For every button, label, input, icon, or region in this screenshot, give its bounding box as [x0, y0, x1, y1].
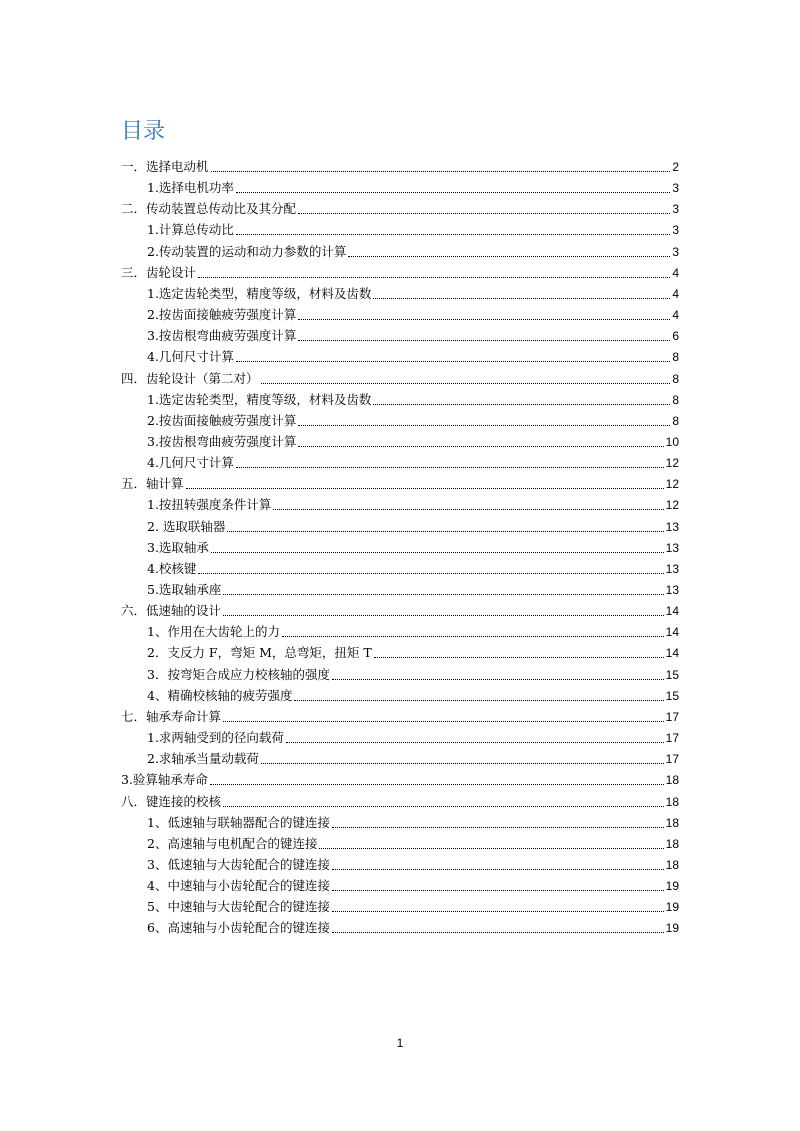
toc-entry-text: 五．轴计算: [121, 476, 184, 492]
toc-dot-leader: [198, 277, 670, 278]
toc-entry[interactable]: [147, 451, 679, 471]
toc-entry[interactable]: [147, 726, 679, 746]
toc-entry-page-number: 15: [665, 688, 679, 703]
toc-entry-page-number: 4: [672, 265, 679, 280]
toc-entry-text: 3．按弯矩合成应力校核轴的强度: [147, 666, 330, 682]
toc-entry-page-number: 12: [665, 477, 679, 492]
toc-entry-page-number: 18: [665, 773, 679, 788]
toc-entry-page-number: 12: [665, 498, 679, 513]
toc-entry-page-number: 8: [672, 350, 679, 365]
toc-entry-page-number: 17: [665, 731, 679, 746]
toc-entry-page-number: 3: [672, 244, 679, 259]
toc-dot-leader: [298, 425, 670, 426]
toc-entry[interactable]: [147, 832, 679, 852]
toc-entry[interactable]: [121, 261, 679, 281]
toc-dot-leader: [332, 932, 664, 933]
toc-dot-leader: [282, 636, 664, 637]
toc-entry[interactable]: [147, 578, 679, 598]
toc-entry-text: 6、高速轴与小齿轮配合的键连接: [147, 920, 330, 936]
toc-dot-leader: [332, 911, 664, 912]
toc-entry-page-number: 8: [672, 392, 679, 407]
toc-entry-text: 5、中速轴与大齿轮配合的键连接: [147, 899, 330, 915]
toc-entry[interactable]: [147, 515, 679, 535]
toc-dot-leader: [286, 742, 664, 743]
toc-dot-leader: [198, 573, 663, 574]
toc-entry[interactable]: [147, 916, 679, 936]
toc-entry[interactable]: [147, 747, 679, 767]
toc-entry[interactable]: [147, 641, 679, 661]
toc-dot-leader: [223, 594, 663, 595]
toc-entry-text: 2.按齿面接触疲劳强度计算: [147, 307, 297, 323]
toc-entry-text: 1.求两轴受到的径向载荷: [147, 730, 284, 746]
toc-entry-text: 1、作用在大齿轮上的力: [147, 624, 280, 640]
toc-dot-leader: [298, 340, 670, 341]
toc-entry[interactable]: [147, 303, 679, 323]
toc-entry-text: 一．选择电动机: [121, 159, 209, 174]
toc-entry-page-number: 19: [665, 900, 679, 915]
toc-entry-text: 4、中速轴与小齿轮配合的键连接: [147, 878, 330, 894]
toc-entry-page-number: 13: [665, 519, 679, 534]
toc-dot-leader: [332, 679, 664, 680]
toc-dot-leader: [273, 509, 663, 510]
toc-entry[interactable]: [147, 895, 679, 915]
toc-entry-page-number: 8: [672, 413, 679, 428]
toc-entry-page-number: 14: [665, 604, 679, 619]
toc-dot-leader: [319, 848, 663, 849]
toc-entry[interactable]: [147, 536, 679, 556]
toc-entry-page-number: 8: [672, 371, 679, 386]
toc-entry[interactable]: [121, 155, 679, 175]
toc-dot-leader: [332, 827, 664, 828]
toc-entry[interactable]: [121, 599, 679, 619]
toc-entry[interactable]: [121, 705, 679, 725]
toc-dot-leader: [298, 213, 670, 214]
toc-entry[interactable]: [147, 430, 679, 450]
toc-entry-page-number: 18: [665, 857, 679, 872]
toc-entry[interactable]: [121, 197, 679, 217]
toc-dot-leader: [348, 256, 670, 257]
toc-entry-text: 1.选定齿轮类型，精度等级，材料及齿数: [147, 391, 372, 407]
toc-entry-page-number: 3: [672, 202, 679, 217]
toc-dot-leader: [374, 657, 664, 658]
toc-entry-text: 4、精确校核轴的疲劳强度: [147, 687, 293, 703]
toc-entry-text: 四．齿轮设计（第二对）: [121, 370, 259, 386]
toc-entry[interactable]: [147, 811, 679, 831]
toc-dot-leader: [298, 319, 670, 320]
toc-entry-page-number: 19: [665, 879, 679, 894]
toc-entry-page-number: 17: [665, 709, 679, 724]
toc-dot-leader: [236, 467, 664, 468]
toc-entry[interactable]: [147, 663, 679, 683]
toc-dot-leader: [223, 721, 664, 722]
toc-entry-text: 二．传动装置总传动比及其分配: [121, 201, 297, 217]
toc-entry-page-number: 15: [665, 667, 679, 682]
toc-entry-page-number: 2: [672, 160, 679, 174]
toc-dot-leader: [186, 488, 664, 489]
toc-entry-page-number: 13: [665, 583, 679, 597]
toc-entry-text: 3.按齿根弯曲疲劳强度计算: [147, 328, 297, 344]
toc-entry-page-number: 12: [665, 456, 679, 471]
toc-entry-text: 1.计算总传动比: [147, 222, 234, 238]
toc-entry[interactable]: [147, 853, 679, 873]
toc-dot-leader: [223, 806, 664, 807]
toc-entry[interactable]: [147, 557, 679, 577]
toc-entry-text: 八．键连接的校核: [121, 793, 222, 809]
toc-entry-page-number: 14: [665, 646, 679, 661]
toc-entry-page-number: 3: [672, 223, 679, 238]
toc-entry-text: 4.几何尺寸计算: [147, 349, 234, 365]
toc-entry[interactable]: [147, 409, 679, 429]
toc-entry-page-number: 3: [672, 181, 679, 196]
toc-entry-page-number: 18: [665, 794, 679, 809]
toc-entry[interactable]: [121, 790, 679, 810]
toc-entry[interactable]: [147, 324, 679, 344]
toc-entry-page-number: 14: [665, 625, 679, 640]
toc-entry-text: 4.几何尺寸计算: [147, 455, 234, 471]
toc-dot-leader: [294, 700, 663, 701]
toc-entry-text: 4.校核键: [147, 560, 197, 576]
toc-entry-text: 1.选择电机功率: [147, 180, 234, 196]
toc-entry-page-number: 18: [665, 836, 679, 851]
toc-entry-text: 2.传动装置的运动和动力参数的计算: [147, 243, 347, 259]
toc-entry[interactable]: [121, 367, 679, 387]
toc-entry-text: 2、高速轴与电机配合的键连接: [147, 835, 318, 851]
toc-entry-text: 六．低速轴的设计: [121, 603, 222, 619]
toc-title: 目录: [121, 119, 166, 144]
toc-entry-text: 3.按齿根弯曲疲劳强度计算: [147, 433, 297, 449]
toc-dot-leader: [223, 615, 664, 616]
toc-entry-text: 2．支反力 F，弯矩 M，总弯矩，扭矩 T: [147, 645, 372, 661]
toc-entry-page-number: 13: [665, 540, 679, 555]
toc-entry[interactable]: [121, 472, 679, 492]
toc-dot-leader: [211, 552, 664, 553]
toc-entry-text: 2. 选取联轴器: [147, 518, 226, 534]
toc-entry-text: 3.验算轴承寿命: [121, 772, 208, 788]
toc-entry-text: 3.选取轴承: [147, 539, 209, 555]
toc-dot-leader: [332, 869, 664, 870]
toc-entry-text: 1.按扭转强度条件计算: [147, 497, 272, 513]
toc-entry[interactable]: [147, 493, 679, 513]
toc-entry-page-number: 13: [665, 561, 679, 576]
toc-entry-page-number: 17: [665, 752, 679, 767]
toc-entry-text: 5.选取轴承座: [147, 582, 222, 597]
toc-dot-leader: [227, 531, 663, 532]
toc-dot-leader: [373, 404, 670, 405]
toc-dot-leader: [261, 383, 671, 384]
toc-entry-text: 1.选定齿轮类型，精度等级，材料及齿数: [147, 285, 372, 301]
toc-entry-text: 七．轴承寿命计算: [121, 708, 222, 724]
toc-entry-page-number: 6: [672, 329, 679, 344]
toc-entry[interactable]: [147, 874, 679, 894]
toc-dot-leader: [236, 234, 670, 235]
toc-entry[interactable]: [147, 684, 679, 704]
toc-entry-page-number: 19: [665, 921, 679, 936]
toc-dot-leader: [236, 192, 670, 193]
toc-dot-leader: [211, 171, 671, 172]
toc-entry-page-number: 10: [665, 434, 679, 449]
toc-entry-page-number: 4: [672, 308, 679, 323]
toc-entry-text: 3、低速轴与大齿轮配合的键连接: [147, 856, 330, 872]
toc-entry-text: 2.求轴承当量动载荷: [147, 751, 259, 767]
toc-dot-leader: [332, 890, 664, 891]
toc-entry[interactable]: [147, 218, 679, 238]
toc-dot-leader: [210, 784, 664, 785]
toc-entry[interactable]: [147, 388, 679, 408]
toc-entry[interactable]: [147, 240, 679, 260]
toc-entry[interactable]: [147, 620, 679, 640]
toc-dot-leader: [236, 361, 670, 362]
toc-entry-text: 1、低速轴与联轴器配合的键连接: [147, 814, 330, 830]
toc-entry[interactable]: [147, 282, 679, 302]
toc-entry-text: 2.按齿面接触疲劳强度计算: [147, 412, 297, 428]
toc-entry[interactable]: [147, 345, 679, 365]
page-number: 1: [396, 1036, 404, 1050]
toc-dot-leader: [373, 298, 670, 299]
toc-entry[interactable]: [147, 176, 679, 196]
toc-entry[interactable]: [121, 768, 679, 788]
toc-entry-page-number: 4: [672, 286, 679, 301]
toc-dot-leader: [261, 763, 664, 764]
toc-entry-text: 三．齿轮设计: [121, 264, 197, 280]
toc-dot-leader: [298, 446, 663, 447]
toc-entry-page-number: 18: [665, 815, 679, 830]
